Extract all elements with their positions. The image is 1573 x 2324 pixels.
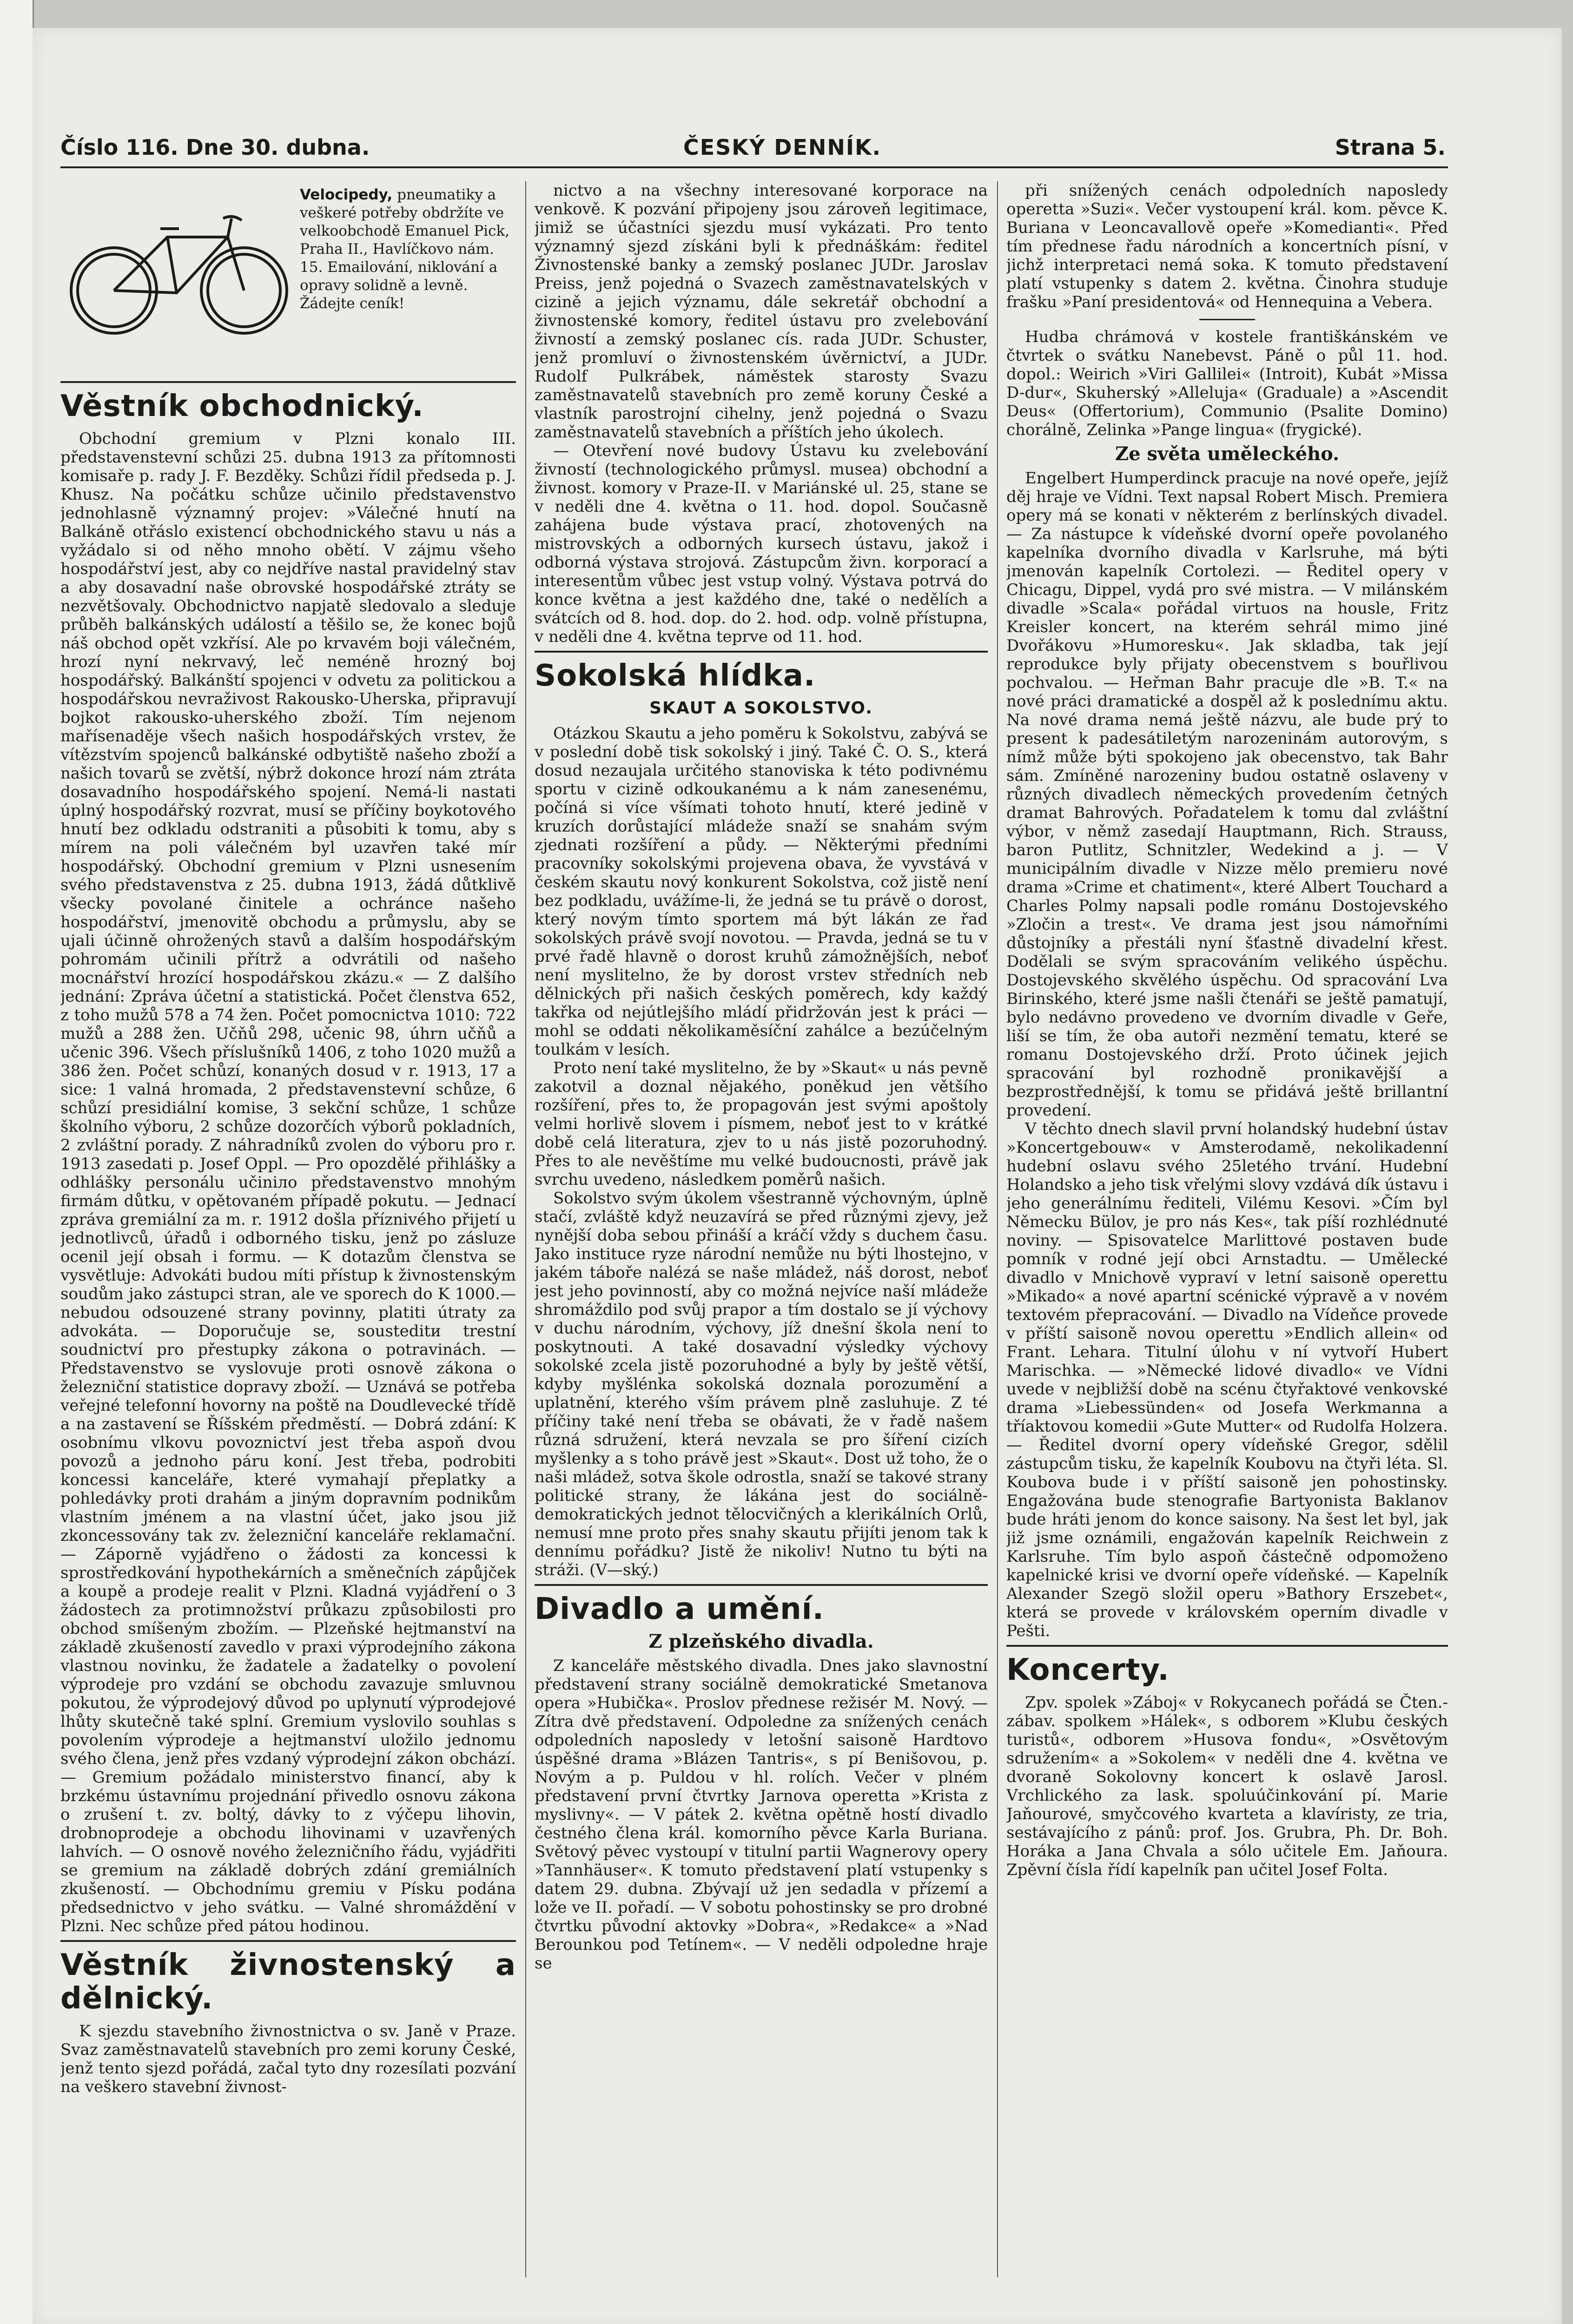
section-rule xyxy=(60,381,516,383)
article-paragraph: K sjezdu stavebního živnostnictva o sv. Janě v Praze. Svaz zaměstnavatelů stavebních pro zemi koruny České, jenž tento sjezd pořádá, začal tyto dny rozesílati pozvání na veškero stavební živnost- xyxy=(60,2022,516,2096)
column-2 xyxy=(535,181,988,2282)
column-1 xyxy=(60,181,516,2282)
section-rule xyxy=(1006,1645,1448,1647)
section-heading-commerce: Věstník obchodnický. xyxy=(60,389,424,423)
article-paragraph: Otázkou Skautu a jeho poměru k Sokolstvu, zabývá se v poslední době tisk sokolský i jiný. Také Č. O. S., která dosud nezaujala určitého stanoviska k této podivnému sportu v cizině odkoukanému a k nám zanesenému, počíná si více všímati tohoto hnutí, které jedině v kruzích dorůstající mládeže snaží se snahám svým zjednati rozšíření a půdy. — Některými předními pracovníky sokolskými projevena obava, že vyvstává v českém skautu nový konkurent Sokolstva, což jistě není bez podkladu, uvážíme-li, že jedná se tu právě o dorost, který novým tímto sportem má být lákán ze řad sokolských právě svojí novotou. — Pravda, jedná se tu v prvé řadě hlavně o dorost kruhů zámožnějších, neboť není myslitelno, že by dorost vrstev středních neb dělnických při našich českých poměrech, kdy každý takřka od nejútlejšího mládí přidržován jest k práci — mohl se oddati několikaměsíční zahálce a bezúčelným toulkám v lesích. xyxy=(535,724,988,1059)
adjacent-page-edge xyxy=(0,0,34,2324)
header-rule xyxy=(60,166,1448,168)
bicycle-advertisement xyxy=(60,181,516,376)
advertisement-headline: Velocipedy, xyxy=(300,186,393,203)
section-rule xyxy=(60,1940,516,1942)
article-paragraph: Z kanceláře městského divadla. Dnes jako slavnostní představení strany sociálně demokratické Smetanova opera »Hubička«. Proslov přednese režisér M. Nový. — Zítra dvě představení. Odpoledne za snížených cenách odpoledních naposledy v letošní saisoně Hardtovo úspěšné drama »Blázen Tantris«, s pí Benišovou, p. Novým a p. Puldou v hl. rolích. Večer v plném představení první čtvrtky Jarnova operetta »Krista z myslivny«. — V pátek 2. května opětně hostí divadlo čestného člena král. komorního pěvce Karla Buriana. Světový pěvec vystoupí v titulní partii Wagnerovy opery »Tannhäuser«. K tomuto představení platí vstupenky s datem 29. dubna. Zbývají už jen sedadla v přízemí a lože ve II. pořadí. — V sobotu pohostinsky se pro drobné čtvrtku původní aktovky »Dobra«, »Redakce« a »Nad Berounkou pod Tetínem«. — V neděli odpoledne hraje se xyxy=(535,1657,988,1973)
page-number: Strana 5. xyxy=(1335,135,1446,160)
article-paragraph: nictvo a na všechny interesované korporace na venkově. K pozvání připojeny jsou zároveň legitimace, jimiž se účastníci sjezdu musí vykázati. Pro tento významný sjezd získáni byli k přednáškám: ředitel Živnostenské banky a zemský poslanec JUDr. Jaroslav Preiss, jenž pojedná o Svazech zaměstnavatelských v cizině a jejich významu, dále sekretář obchodní a živnostenské komory, ředitel ústavu pro zvelebování živností a zemský poslanec cís. rada JUDr. Schuster, jenž promluví o živnostenském úvěrnictví, a JUDr. Rudolf Pulkrábek, náměstek starosty Svazu zaměstnavatelů stavebních pro země koruny České a vlastník parostrojní cihelny, jenž pojedná o Svazu zaměstnavatelů stavebních a příštích jeho úkolech. xyxy=(535,181,988,442)
column-divider xyxy=(525,181,526,2278)
short-rule xyxy=(1199,319,1255,320)
article-paragraph: Sokolstvo svým úkolem všestranně výchovným, úplně stačí, zvláště když neuzavírá se před různými zjevy, jež nynější doba sebou přináší a kráčí vždy s duchem času. Jako instituce ryze národní nemůže nu býti lhostejno, v jakém táboře nalézá se naše mládež, náš dorost, neboť jest jeho povinností, aby co možná nejvíce naší mládeže shromáždilo pod svůj prapor a tím dostalo se jí výchovy v duchu národním, výchovy, jíž dnešní škola není to poskytnouti. A také dosavadní výsledky výchovy sokolské zcela jistě pozoruhodné a byly by ještě větší, kdyby myšlénka sokolská doznala porozumění a uplatnění, kterého vším právem plně zasluhuje. Z té příčiny také není třeba se obávati, že v řadě našem různá sdružení, která nevzala se pro šíření cizích myšlenky a s toho právě jest »Skaut«. Dost už toho, že o naši mládež, sotva škole odrostla, snaží se takové strany politické strany, že lákána jest do sociálně-demokratických jednot tělocvičných a klerikálních Orlů, nemusí mne proto přes snahy skautu přijíti jenom tak k dennímu pořádku? Jistě že nikoliv! Nutno tu býti na stráži. (V—ský.) xyxy=(535,1189,988,1579)
newspaper-title: ČESKÝ DENNÍK. xyxy=(683,135,882,160)
article-title: Ze světa uměleckého. xyxy=(1115,443,1340,465)
article-title: Z plzeňského divadla. xyxy=(648,1631,874,1652)
article-paragraph: Obchodní gremium v Plzni konalo III. představenstevní schůzi 25. dubna 1913 za přítomnosti komisaře p. rady J. F. Bezděky. Schůzi řídil předseda p. J. Khusz. Na počátku schůze učinilo představenstvo jednohlasně významný projev: »Válečné hnutí na Balkáně otřáslo existencí obchodnického stavu u nás a vyžádalo si od něho mnoho obětí. V zájmu všeho hospodářství jest, aby co nejdříve nastal pravidelný stav a aby dosavadní naše obrovské hospodářské ztráty se nezvětšovaly. Obchodnictvo napjatě sledovalo a sleduje průběh balkánských událostí a těšilo se, že konec bojů náš obchod opět vzkřísí. Ale po krvavém boji válečném, hrozí nyní nekrvavý, leč neméně hrozný boj hospodářský. Balkánští spojenci v odvetu za politickou a hospodářskou nevraživost Rakousko-Uherska, připravují bojkot rakousko-uherského zboží. Tím nejenom mařísenaděje všech našich hospodářských vrstev, že vítězstvím spojenců balkánské odbytiště našeho zboží a našich tovarů se zvětší, nýbrž dokonce hrozí nám ztráta dosavadního hospodářského spojení. Nemá-li nastati úplný hospodářský rozvrat, musí se příčiny boykotového hnutí bez odkladu odstraniti a působiti k tomu, aby s mírem na poli válečném byl uzavřen také mír hospodářský. Obchodní gremium v Plzni usnesením svého představenstva z 25. dubna 1913, žádá důtklivě všecky povolané činitele a ochránce našeho hospodářství, jmenovitě obchodu a průmyslu, aby se ujali účinně ohrožených stavů a dalším hospodářským pohromám učinili přítrž a odvrátili od našeho mocnářství hrozící hospodářskou zkázu.« — Z dalšího jednání: Zpráva účetní a statistická. Počet členstva 652, z toho mužů 578 a 74 žen. Počet pomocnictva 1010: 722 mužů a 288 žen. Učňů 298, učenic 98, úhrn učňů a učenic 396. Všech příslušníků 1406, z toho 1020 mužů a 386 žen. Počet schůzí, konaných dosud v r. 1913, 17 a sice: 1 valná hromada, 2 představenstevní schůze, 6 schůzí presidiální komise, 3 sekční schůze, 1 schůze školního výboru, 2 schůze dozorčích výborů pokladních, 2 zvláštní porady. Z náhradníků zvolen do výboru pro r. 1913 zasedati p. Josef Oppl. — Pro opozdělé přihlášky a odhlášky personálu učiniло představenstvo mnohým firmám důtku, v opětovaném případě pokutu. — Jednací zpráva gremiální za m. r. 1912 došla příznivého přijetí u jednotlivců, úřadů i odborného tisku, jenž po zásluze ocenil její obsah i formu. — K dotazům členstva se vysvětluje: Advokáti budou míti přístup k živnostenským soudům jako zástupci stran, ale ve sporech do K 1000.— nebudou odsouzené strany povinny, platiti útraty za advokáta. — Doporučuje se, sousteditи trestní soudnictví pro přestupky zákona o potravinách. — Představenstvo se vyslovuje proti osnově zákona o železniční statistice dopravy zboží. — Uznává se potřeba veřejné telefonní hovorny na poště na Doudlevecké třídě a na zastavení se Říšském předměstí. — Dobrá zdání: K osobnímu vlkovu povoznictví jest třeba aspoň dvou povozů a jednoho páru koní. Jest třeba, podrobiti koncessi kanceláře, které vymahají přeplatky a pohledávky proti drahám a jiným dopravním podnikům vlastním jménem a na vlastní účet, jako jsou již zkoncessovány tak zv. železniční kanceláře reklamační. — Záporně vyjádřeno o žádosti za koncessi k sprostředkování hypothekárních a směnečních zápůjček a koupě a prodeje realit v Plzni. Kladná vyjádření o 3 žádostech za protimnožství průkazu způsobilosti pro obchod smíšeným zbožím. — Plzeňské hejtmanství na základě zkušeností zavedlo v praxi výprodejního zákona vlastnou novinku, že žadatele a žadatelky o povolení výprodeje pro vzdání se obchodu zavazuje smluvnou pokutou, že výprodejový důvod po uplynutí výprodejové lhůty skutečně také splní. Gremium vyslovilo souhlas s povolením výprodeje a hejtmanství uložilo jednomu svého člena, jenž přes vzdaný výprodejní zákon obchází. — Gremium požádalo ministerstvo financí, aby k brzkému ústavnímu projednání přivedlo osnovu zákona o zrušení t. zv. boltý, dávky to z výčepu lihovin, drobnoprodeje a obchodu lihovinami v uzavřených lahvích. — O osnově nového železničního řádu, vyjádřiti se gremium na základě dobrých zdání gremiálních zkušeností. — Obchodnímu gremiu v Písku podána předsednictvo v jeho svátku. — Valné shromáždění v Plzni. Nec schůze před pátou hodinou. xyxy=(60,429,516,1935)
page-header xyxy=(60,135,1446,167)
section-heading-sokol: Sokolská hlídka. xyxy=(535,659,816,693)
advertisement-text xyxy=(300,186,514,313)
section-rule xyxy=(535,1584,988,1586)
section-rule xyxy=(535,651,988,653)
article-paragraph: Engelbert Humperdinck pracuje na nové opeře, jejíž děj hraje ve Vídni. Text napsal Robert Misch. Premiera opery má se konati v některém z berlínských divadel. — Za nástupce k vídeňské dvorní opeře povolaného kapelníka dvorního divadla v Karlsruhe, má býti jmenován kapelník Cortolezi. — Ředitel opery v Chicagu, Dippel, vydá pro své mistra. — V milánském divadle »Scala« pořádal virtuos na housle, Fritz Kreisler koncert, na kterém sehrál mimo jiné Dvořákovu »Humoresku«. Jak skladba, tak její reprodukce byly přijaty obecenstvem s bouřlivou pochvalou. — Heřman Bahr pracuje dle »B. T.« na nové práci dramatické a dospěl až k poslednímu aktu. Na nové drama nemá ještě názvu, ale bude prý to present k padesátiletým narozeninám autorovým, s nímž může býti spokojeno jak obecenstvo, tak Bahr sám. Zmíněné narozeniny budou ostatně oslaveny v různých divadlech německých provedením četných dramat Bahrových. Pořadatelem k tomu dal zvláštní výbor, v němž zasedají Hauptmann, Rich. Strauss, baron Putlitz, Schnitzler, Wedekind a j. — V municipálním divadle v Nizze mělo premieru nové drama »Crime et chatiment«, které Albert Touchard a Charles Polmy napsali podle románu Dostojevského »Zločin a trest«. Ve drama jest jsou námořními důstojníky a přestáli nyní šťastně divadelní křest. Dodělali se svým spracováním velikého úspěchu. Dostojevského skvělého úspěchu. Od spracování Lva Birinského, které jsme našli čtenáři se ještě pamatují, bylo nedávno provedeno ve dvorním divadle v Geře, liší se tím, že oba autoři nezmění tematu, které se romanu Dostojevského drží. Proto účinek jejich spracování byl rozhodně pronikavější a bezprostřednější, k tomu se přidává ještě brillantní provedení. xyxy=(1006,469,1448,1120)
article-paragraph: při snížených cenách odpoledních naposledy operetta »Suzi«. Večer vystoupení král. kom. pěvce K. Buriana v Leoncavallově opeře »Komedianti«. Před tím přednese řadu národních a koncertních písní, v jichž interpretaci nemá soka. K tomuto představení platí vstupenky s datem 2. května. Činohra studuje frašku »Paní presidentová« od Hennequina a Vebera. xyxy=(1006,181,1448,311)
issue-number: Číslo 116. Dne 30. dubna. xyxy=(60,135,370,160)
article-paragraph: Zpv. spolek »Záboj« v Rokycanech pořádá se Čten.-zábav. spolkem »Hálek«, s odborem »Klubu českých turistů«, odborem »Husova fondu«, »Osvětovým sdružením« a »Sokolem« v neděli dne 4. května ve dvoraně Sokolovny koncert k oslavě Jarosl. Vrchlického za lask. spoluúčinkování pí. Marie Jaňourové, smyčcového kvarteta a klavíristy, ze tria, sestávajícího z pánů: prof. Jos. Grubra, Ph. Dr. Boh. Horáka a Jana Chvala a sólo učitele Em. Jaňoura. Zpěvní čísla řídí kapelník pan učitel Josef Folta. xyxy=(1006,1693,1448,1879)
column-3 xyxy=(1006,181,1448,2282)
article-title: SKAUT A SOKOLSTVO. xyxy=(649,699,873,718)
article-paragraph: V těchto dnech slavil první holandský hudební ústav »Koncertgebouw« v Amsterodamě, nekolikadenní hudební oslavu svého 25letého trvání. Hudební Holandsko a jeho tisk vřelými slovy vzdává dík ústavu i jeho generálnímu řediteli, Vilému Kesovi. »Čím byl Německu Bülov, je pro nás Kes«, tak píší rozhlédnuté noviny. — Spisovatelce Marlittové postaven bude pomník v rodné její obci Arnstadtu. — Umělecké divadlo v Mnichově vypraví v letní saisoně operettu »Mikado« a nové apartní scénické výpravě a v novém textovém přepracování. — Divadlo na Vídeňce provede v příští saisoně novou operettu »Endlich allein« od Frant. Lehara. Titulní úlohu v ní vytvoří Hubert Marischka. — »Německé lidové divadlo« ve Vídni uvede v nejbližší době na scénu čtyřaktové venkovské drama »Liebessünden« od Josefa Werkmanna a tříaktovou komedii »Gute Mutter« od Rudolfa Holzera. — Ředitel dvorní opery vídeňské Gregor, sdělil zástupcům tisku, že kapelník Koubovu na čtyři léta. Sl. Koubova bude i v příští saisoně jen pohostinsky. Engažována bude stenografie Bartyonista Baklanov bude hráti jenom do konce saisony. Na šest let byl, jak již jsme oznámili, engažován kapelník Reichwein z Karlsruhe. Tím bylo aspoň částečně odpomoženo kapelnické krisi ve dvorní opeře vídeňské. — Kapelník Alexander Szegö složil operu »Bathory Erszebet«, která se provede v královském operním divadle v Pešti. xyxy=(1006,1120,1448,1640)
advertisement-body: pneumatiky a veškeré potřeby obdržíte ve velkoobchodě Emanuel Pick, Praha II., Havlíčkovo nám. 15. Emailování, niklování a opravy solidně a levně. Žádejte ceník! xyxy=(300,186,510,312)
article-paragraph: Hudba chrámová v kostele františkánském ve čtvrtek o svátku Nanebevst. Páně o půl 11. hod. dopol.: Weirich »Viri Gallilei« (Introit), Kubát »Missa D-dur«, Skuherský »Alleluja« (Graduale) a »Ascendit Deus« (Offertorium), Communio (Psalite Domino) chorálně, Zelinka »Pange lingua« (frygické). xyxy=(1006,328,1448,439)
bicycle-illustration xyxy=(65,200,293,339)
section-heading-concerts: Koncerty. xyxy=(1006,1653,1170,1687)
article-paragraph: — Otevření nové budovy Ústavu ku zvelebování živností (technologického průmysl. musea) obchodní a živnost. komory v Praze-II. v Mariánské ul. 25, stane se v neděli dne 4. května o 11. hod. dopol. Současně zahájena bude výstava prací, zhotovených na mistrovských a odborných kursech ústavu, jakož i odborná výstava strojová. Zástupcům živn. korporací a interesentům vůbec jest vstup volný. Výstava potrvá do konce května a jest každého dne, také o nedělích a svátcích od 8. hod. dop. do 2. hod. odp. volně přístupna, v neděli dne 4. května teprve od 11. hod. xyxy=(535,442,988,646)
section-heading-theatre: Divadlo a umění. xyxy=(535,1592,824,1626)
article-paragraph: Proto není také myslitelno, že by »Skaut« u nás pevně zakotvil a doznal nějakého, poněkud jen většího rozšíření, přes to, že propagován jest svými apoštoly velmi horlivě slovem i písmem, neboť jest to v krátké době celá literatura, zjev to u nás jistě pozoruhodný. Přes to ale nevěštíme mu velké budoucnosti, právě jak svrchu uvedeno, následkem poměrů našich. xyxy=(535,1059,988,1189)
section-heading-trade: Věstník živnostenský a dělnický. xyxy=(60,1948,516,2016)
column-divider xyxy=(997,181,998,2278)
